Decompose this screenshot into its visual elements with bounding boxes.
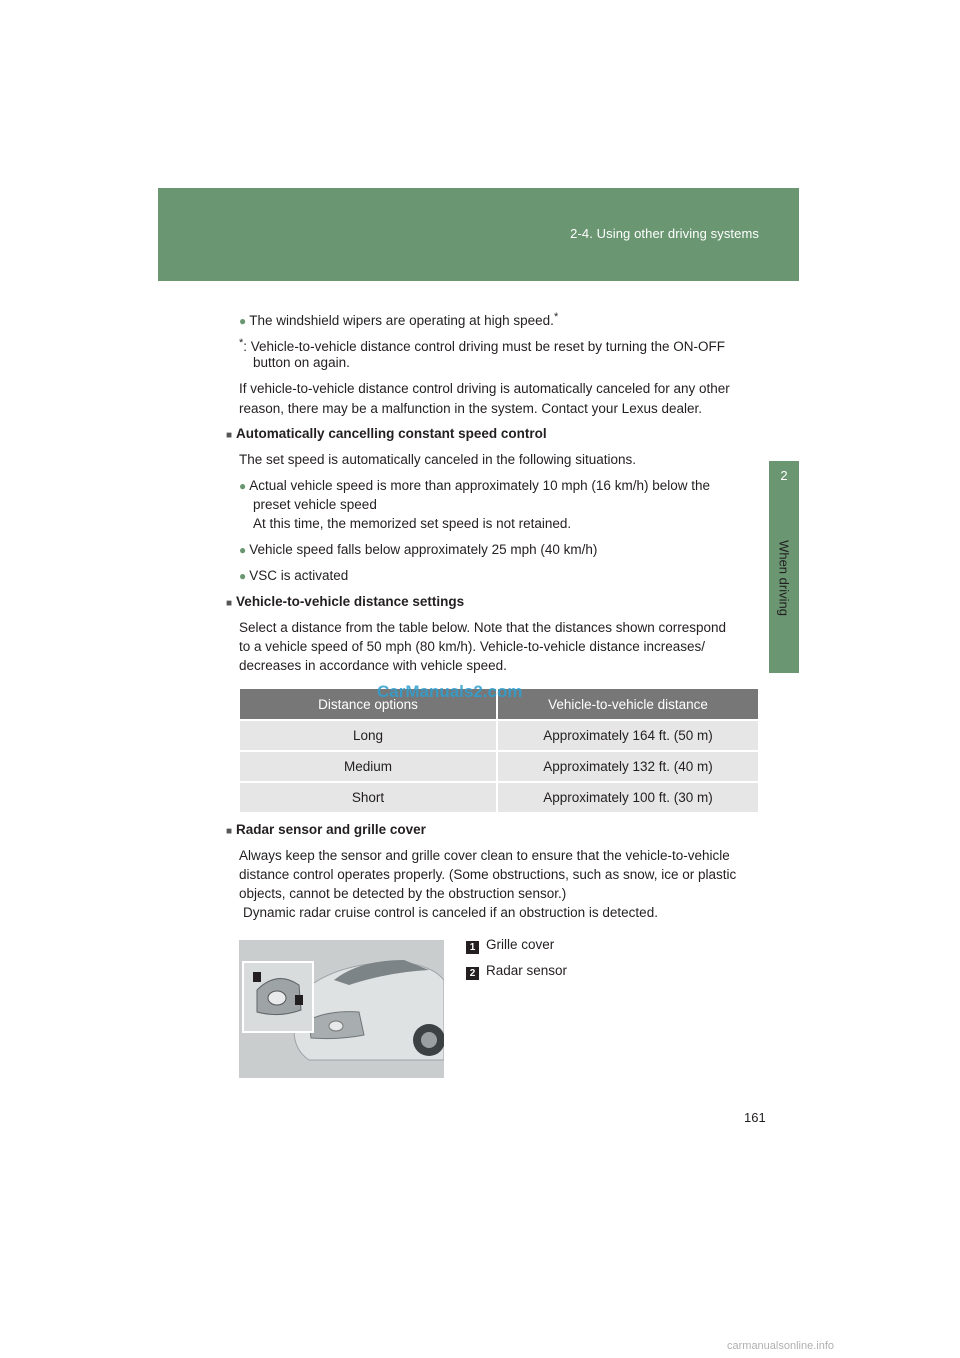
table-header-cell: Distance options bbox=[240, 689, 497, 720]
car-illustration bbox=[239, 940, 444, 1078]
paragraph-line: If vehicle-to-vehicle distance control driving is automatically canceled for any other bbox=[239, 381, 730, 396]
bullet-icon: ● bbox=[239, 569, 247, 583]
paragraph-line: to a vehicle speed of 50 mph (80 km/h). Vehicle-to-vehicle distance increases/ bbox=[239, 639, 705, 654]
paragraph-line: reason, there may be a malfunction in the system. Contact your Lexus dealer. bbox=[239, 401, 702, 416]
cancel-bullet-item: ● Vehicle speed falls below approximately 25 mph (40 km/h) bbox=[239, 542, 598, 557]
bullet-icon: ● bbox=[239, 479, 247, 493]
chapter-number: 2 bbox=[780, 468, 788, 483]
table-row bbox=[240, 751, 758, 782]
chapter-title: When driving bbox=[776, 540, 792, 616]
heading-distance: ■ Vehicle-to-vehicle distance settings bbox=[226, 594, 465, 609]
table-cell: Approximately 164 ft. (50 m) bbox=[497, 720, 758, 751]
bullet-continuation: At this time, the memorized set speed is not retained. bbox=[253, 516, 572, 531]
cancel-bullet-item: ● VSC is activated bbox=[239, 568, 349, 583]
paragraph-line: The set speed is automatically canceled in the following situations. bbox=[239, 452, 636, 467]
table-cell: Approximately 132 ft. (40 m) bbox=[497, 751, 758, 782]
footnote-marker: * bbox=[553, 311, 559, 323]
paragraph-line: objects, cannot be detected by the obstruction sensor.) bbox=[239, 886, 567, 901]
footnote: *: Vehicle-to-vehicle distance control driving must be reset by turning the ON-OFF bbox=[239, 337, 725, 354]
heading-radar: ■ Radar sensor and grille cover bbox=[226, 822, 426, 837]
footnote-marker: * bbox=[239, 337, 244, 349]
paragraph-line: distance control operates properly. (Some obstructions, such as snow, ice or plastic bbox=[239, 867, 737, 882]
table-cell: Medium bbox=[240, 751, 497, 782]
table-row bbox=[240, 720, 758, 751]
paragraph-line: Always keep the sensor and grille cover clean to ensure that the vehicle-to-vehicle bbox=[239, 848, 730, 863]
paragraph-line: decreases in accordance with vehicle speed. bbox=[239, 658, 507, 673]
wiper-bullet-item: ● The windshield wipers are operating at high speed.* bbox=[239, 311, 559, 328]
watermark-link[interactable]: CarManuals2.com bbox=[377, 682, 523, 701]
table-cell: Short bbox=[240, 782, 497, 812]
square-bullet-icon: ■ bbox=[226, 598, 233, 609]
bullet-icon: ● bbox=[239, 543, 247, 557]
table-cell: Approximately 100 ft. (30 m) bbox=[497, 782, 758, 812]
bullet-continuation: preset vehicle speed bbox=[253, 497, 377, 512]
callout-number: 1 bbox=[466, 941, 479, 954]
footnote-line: button on again. bbox=[253, 355, 350, 370]
footer-watermark: carmanualsonline.info bbox=[727, 1340, 835, 1352]
table-row bbox=[240, 782, 758, 812]
table-cell: Long bbox=[240, 720, 497, 751]
distance-table bbox=[240, 689, 758, 812]
section-title: 2-4. Using other driving systems bbox=[570, 226, 759, 241]
table-header-cell: Vehicle-to-vehicle distance bbox=[497, 689, 758, 720]
square-bullet-icon: ■ bbox=[226, 430, 233, 441]
heading-auto-cancel: ■ Automatically cancelling constant speed control bbox=[226, 426, 547, 441]
paragraph-line: Dynamic radar cruise control is canceled if an obstruction is detected. bbox=[243, 905, 658, 920]
section-header-band bbox=[158, 188, 799, 281]
car-front-photo bbox=[239, 940, 444, 1078]
bullet-icon: ● bbox=[239, 314, 247, 328]
callout-number: 2 bbox=[466, 967, 479, 980]
callout-grille-cover: 1 Grille cover bbox=[466, 937, 554, 954]
cancel-bullet-item: ● Actual vehicle speed is more than approximately 10 mph (16 km/h) below the bbox=[239, 478, 710, 493]
callout-radar-sensor: 2 Radar sensor bbox=[466, 963, 567, 980]
square-bullet-icon: ■ bbox=[226, 826, 233, 837]
paragraph-line: Select a distance from the table below. Note that the distances shown correspond bbox=[239, 620, 727, 635]
page-number: 161 bbox=[744, 1110, 766, 1125]
